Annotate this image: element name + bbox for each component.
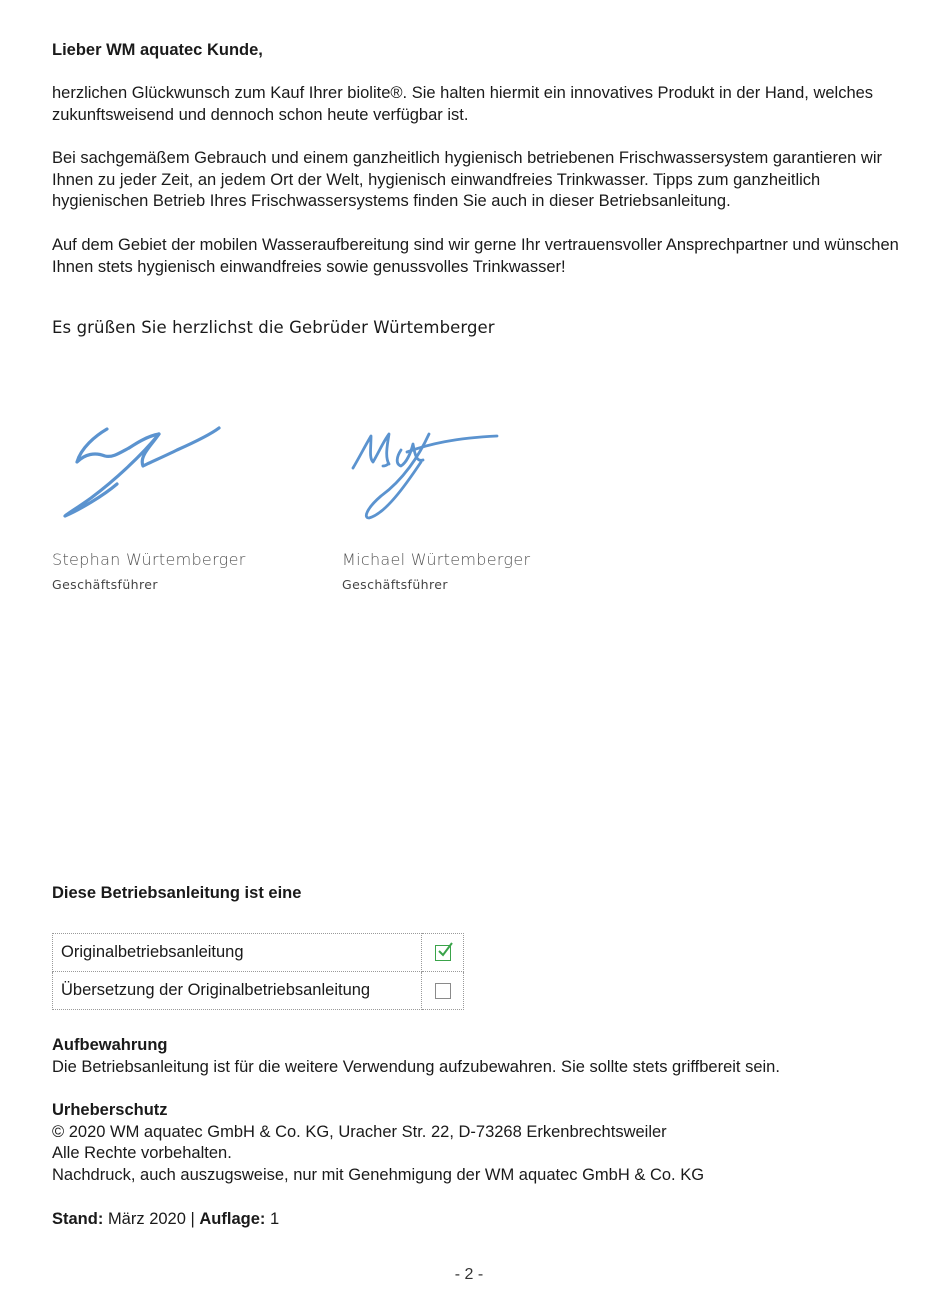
- copyright-line: Nachdruck, auch auszugsweise, nur mit Genehmigung der WM aquatec GmbH & Co. KG: [52, 1166, 705, 1184]
- manual-type-table: [52, 933, 464, 1010]
- salutation: Lieber WM aquatec Kunde,: [52, 41, 263, 59]
- closing-line: Es grüßen Sie herzlichst die Gebrüder Würtemberger: [52, 318, 495, 337]
- table-row: [53, 934, 464, 972]
- separator: |: [190, 1210, 195, 1228]
- option-label: Übersetzung der Originalbetriebsanleitung: [53, 972, 422, 1010]
- checked-checkbox-icon[interactable]: [435, 945, 451, 961]
- option-checkbox-cell: [422, 934, 464, 972]
- edition-info: [52, 1209, 912, 1231]
- stand-label: Stand:: [52, 1210, 104, 1228]
- unchecked-checkbox-icon[interactable]: [435, 983, 451, 999]
- table-row: [53, 972, 464, 1010]
- option-checkbox-cell: [422, 972, 464, 1010]
- intro-paragraph: herzlichen Glückwunsch zum Kauf Ihrer biolite®. Sie halten hiermit ein innovatives Produkt in der Hand, welches zukunftsweisend und dennoch schon heute verfügbar ist.: [52, 84, 874, 124]
- signature-stephan: [55, 418, 230, 526]
- copyright-heading: Urheberschutz: [52, 1101, 168, 1119]
- signatory-role: Geschäftsführer: [52, 577, 158, 592]
- signature-michael: [345, 422, 510, 526]
- copyright-line: © 2020 WM aquatec GmbH & Co. KG, Uracher Str. 22, D-73268 Erkenbrechtsweiler: [52, 1123, 667, 1141]
- auflage-label: Auflage:: [199, 1210, 266, 1228]
- manual-type-heading: Diese Betriebsanleitung ist eine: [52, 884, 302, 902]
- auflage-value: 1: [269, 1210, 280, 1228]
- option-label: Originalbetriebsanleitung: [53, 934, 422, 972]
- storage-text: Die Betriebsanleitung ist für die weitere Verwendung aufzubewahren. Sie sollte stets griffbereit sein.: [52, 1058, 780, 1076]
- storage-heading: Aufbewahrung: [52, 1036, 168, 1054]
- partner-paragraph: Auf dem Gebiet der mobilen Wasseraufbereitung sind wir gerne Ihr vertrauensvoller Ansprechpartner und wünschen Ihnen stets hygienisch einwandfreies sowie genussvolles Trinkwasser!: [52, 236, 899, 276]
- signatory-name: Stephan Würtemberger: [52, 550, 246, 569]
- stand-value: März 2020: [107, 1210, 186, 1228]
- guarantee-paragraph: Bei sachgemäßem Gebrauch und einem ganzheitlich hygienisch betriebenen Frischwassersystem garantieren wir Ihnen zu jeder Zeit, an jedem Ort der Welt, hygienisch einwandfreies Trinkwasser. Tipps zum ganzheitlich hygienischen Betrieb Ihres Frischwassersystems finden Sie auch in dieser Betriebsanleitung.: [52, 149, 882, 210]
- copyright-line: Alle Rechte vorbehalten.: [52, 1144, 232, 1162]
- signatory-name: Michael Würtemberger: [342, 550, 531, 569]
- page-number: - 2 -: [454, 1266, 484, 1283]
- signatory-role: Geschäftsführer: [342, 577, 448, 592]
